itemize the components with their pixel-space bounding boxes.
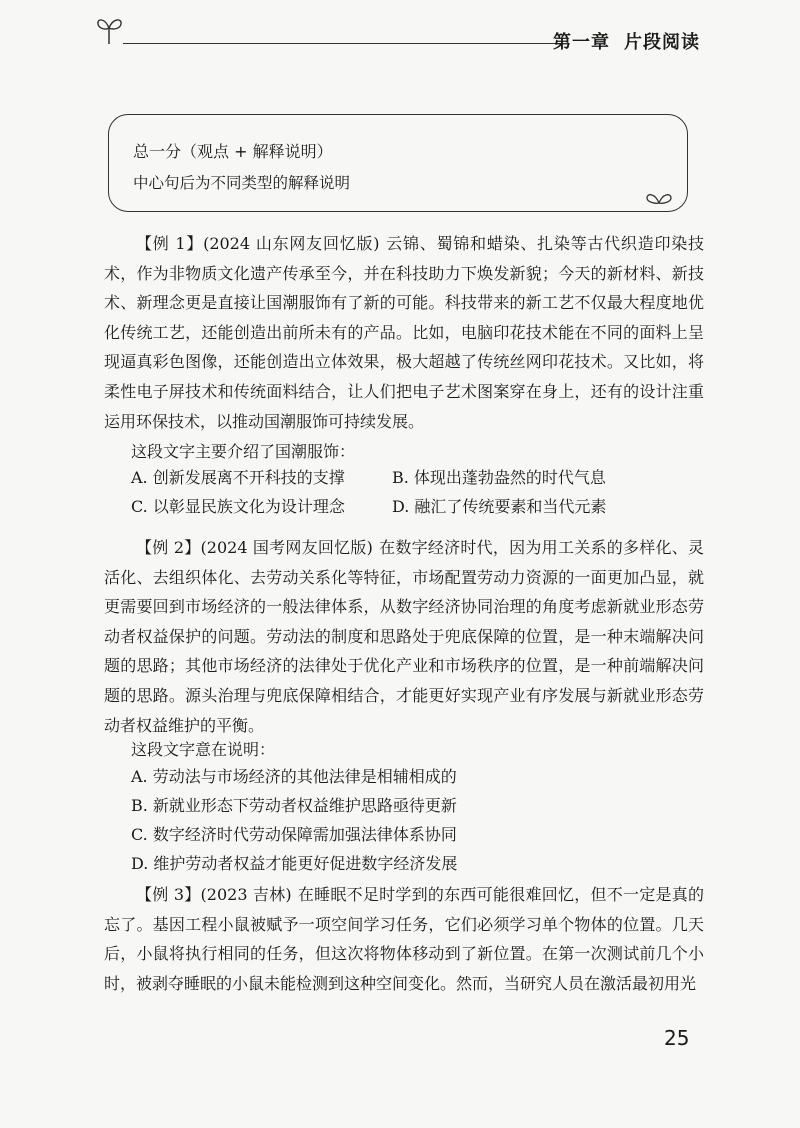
example-2-text: 在数字经济时代，因为用工关系的多样化、灵活化、去组织体化、去劳动关系化等特征，市场配置劳动力资源的一面更加凸显，就更需要回到市场经济的一般法律体系，从数字经济协同治理的角度考虑新就业形态劳动者权益保护的问题。劳动法的制度和思路处于兜底保障的位置，是一种末端解决问题的思路；其他市场经济的法律处于优化产业和市场秩序的位置，是一种前端解决问题的思路。源头治理与兜底保障相结合，才能更好实现产业有序发展与新就业形态劳动者权益维护的平衡。 [104,538,704,735]
example-2-option-c: C. 数字经济时代劳动保障需加强法律体系协同 [131,825,457,844]
example-3-label: 【例 3】(2023 吉林) [136,885,292,904]
section-title: 片段阅读 [624,32,700,53]
callout-title: 总一分（观点 + 解释说明） [133,142,333,161]
example-3-passage [104,880,704,998]
example-2-option-a: A. 劳动法与市场经济的其他法律是相辅相成的 [131,767,457,786]
example-2-question: 这段文字意在说明： [131,740,276,759]
header-rule [123,43,561,44]
example-1-passage [104,229,704,436]
example-1-option-a: A. 创新发展离不开科技的支撑 [131,468,345,487]
callout-description: 中心句后为不同类型的解释说明 [133,174,351,192]
sprout-icon [95,12,125,46]
example-1-option-d: D. 融汇了传统要素和当代元素 [392,497,607,516]
running-header [95,12,700,52]
example-2-label: 【例 2】(2024 国考网友回忆版) [136,538,373,557]
page-number: 25 [664,1026,690,1050]
example-2-passage [104,533,704,740]
summary-callout-box [108,114,688,212]
chapter-number: 第一章 [553,32,610,53]
example-1-option-c: C. 以彰显民族文化为设计理念 [131,497,345,516]
chapter-title [553,28,700,54]
example-1-question: 这段文字主要介绍了国潮服饰： [131,442,356,461]
leaf-icon [645,191,673,205]
example-2-option-d: D. 维护劳动者权益才能更好促进数字经济发展 [131,854,458,873]
example-3-text: 在睡眠不足时学到的东西可能很难回忆，但不一定是真的忘了。基因工程小鼠被赋予一项空间学习任务，它们必须学习单个物体的位置。几天后，小鼠将执行相同的任务，但这次将物体移动到了新位置。在第一次测试前几个小时，被剥夺睡眠的小鼠未能检测到这种空间变化。然而，当研究人员在激活最初用光 [104,885,704,993]
example-2-option-b: B. 新就业形态下劳动者权益维护思路亟待更新 [131,796,457,815]
example-1-option-b: B. 体现出蓬勃盎然的时代气息 [392,468,606,487]
example-1-label: 【例 1】(2024 山东网友回忆版) [136,234,380,253]
example-1-text: 云锦、蜀锦和蜡染、扎染等古代织造印染技术，作为非物质文化遗产传承至今，并在科技助力下焕发新貌；今天的新材料、新技术、新理念更是直接让国潮服饰有了新的可能。科技带来的新工艺不仅最大程度地优化传统工艺，还能创造出前所未有的产品。比如，电脑印花技术能在不同的面料上呈现逼真彩色图像，还能创造出立体效果，极大超越了传统丝网印花技术。又比如，将柔性电子屏技术和传统面料结合，让人们把电子艺术图案穿在身上，还有的设计注重运用环保技术，以推动国潮服饰可持续发展。 [104,234,704,431]
